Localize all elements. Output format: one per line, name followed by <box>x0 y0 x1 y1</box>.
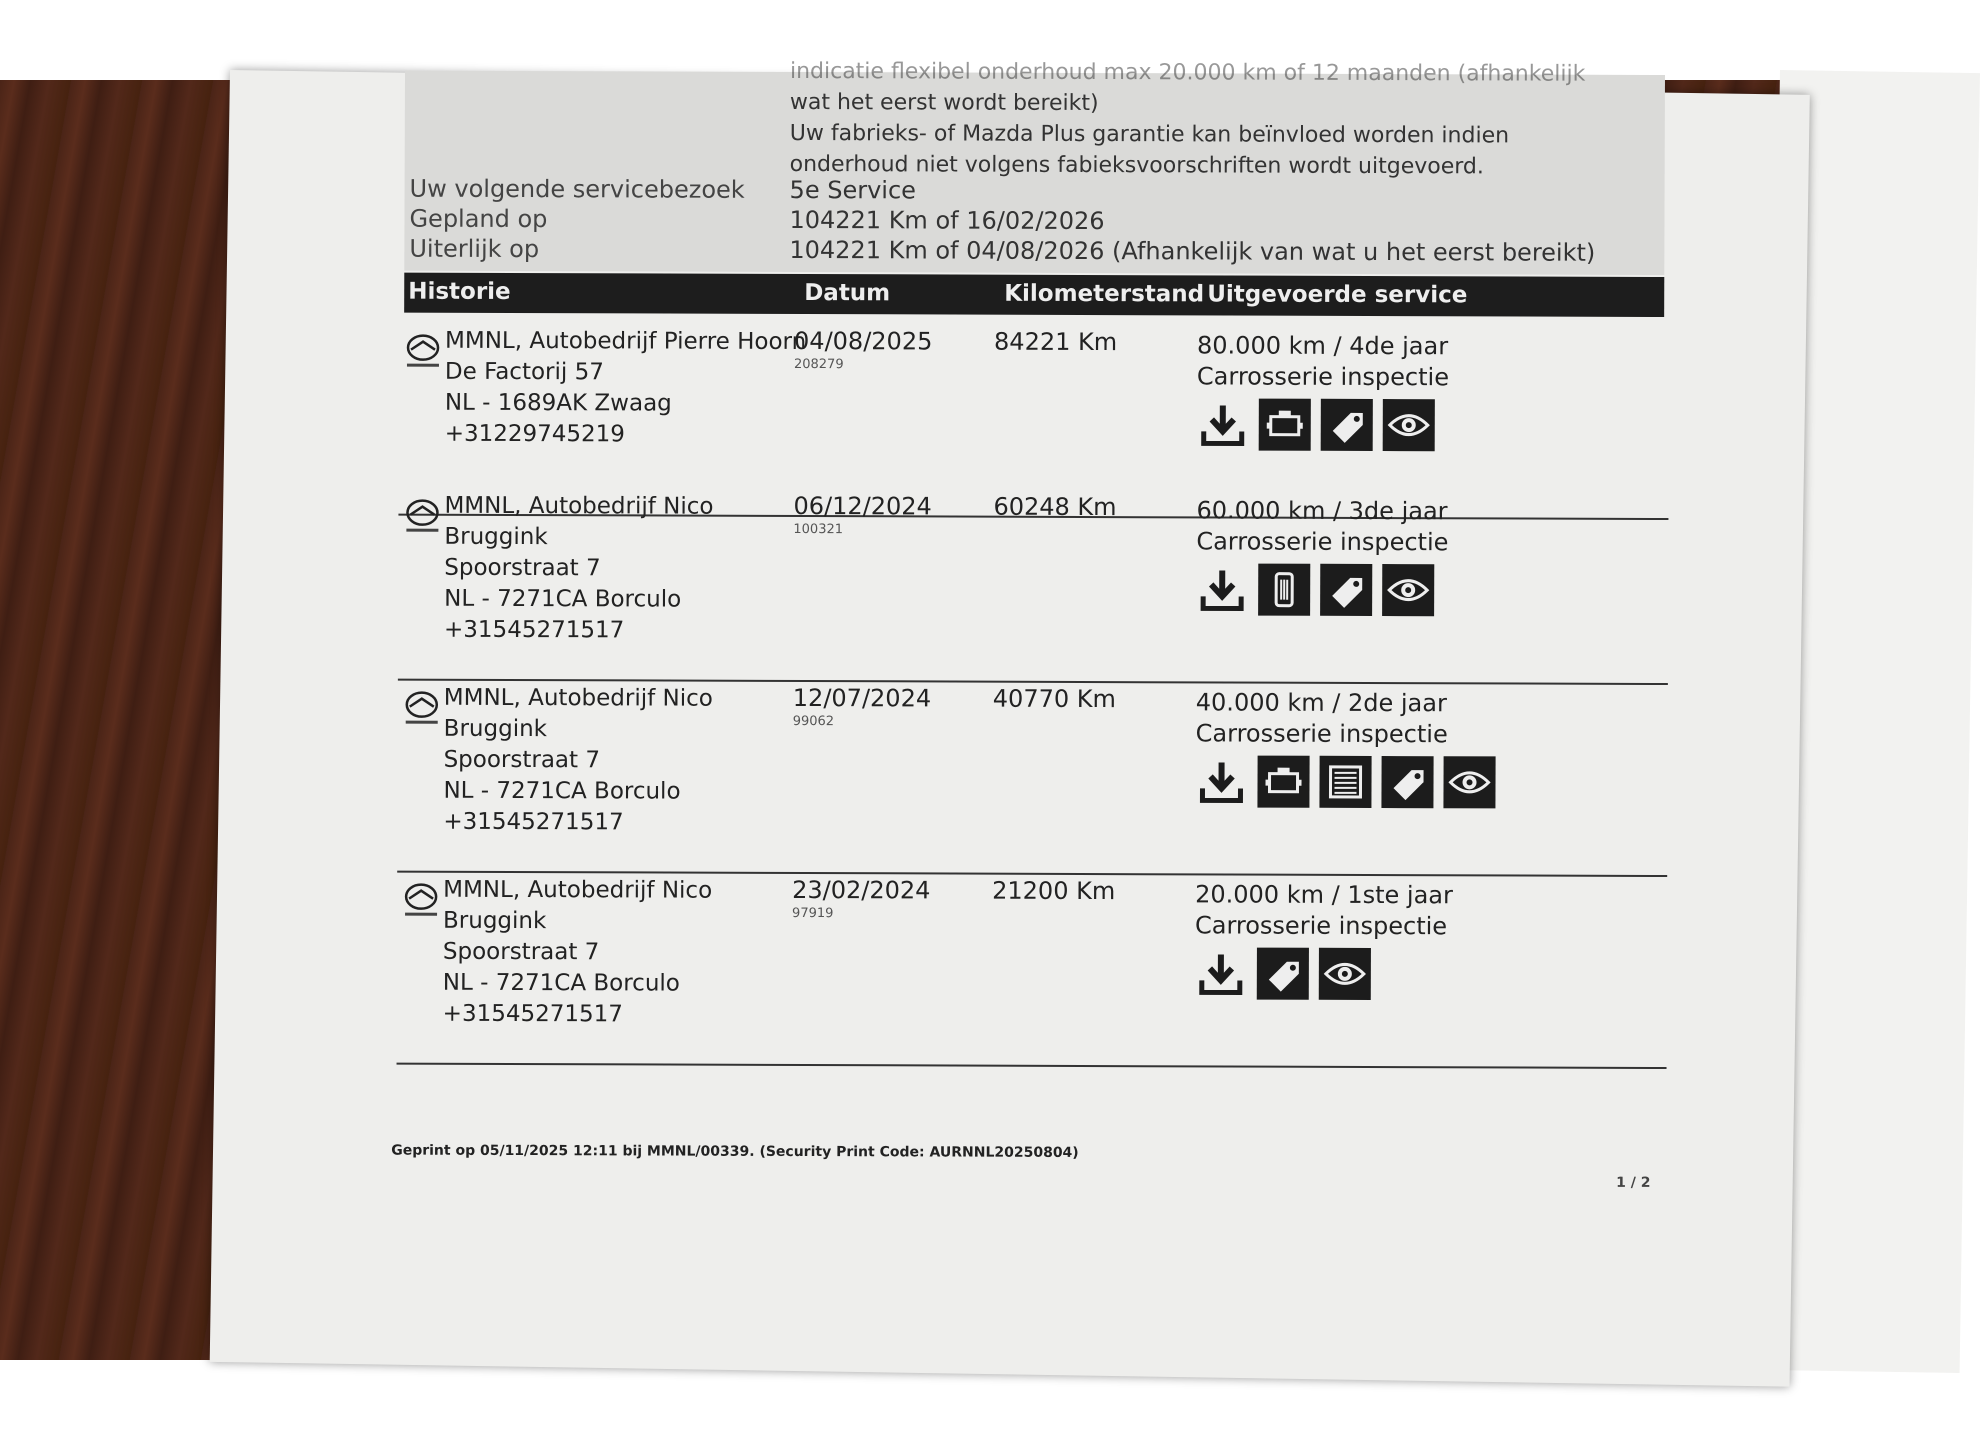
mileage: 21200 Km <box>992 876 1116 906</box>
dealer-address <box>445 326 807 451</box>
tag-icon <box>1320 564 1372 616</box>
dealer-name: MMNL, Autobedrijf Pierre Hoorn <box>445 327 807 356</box>
dealer-name-cont: Bruggink <box>444 523 548 551</box>
service-type: 40.000 km / 2de jaar <box>1195 688 1447 718</box>
service-reference: 99062 <box>792 713 835 730</box>
service-type: 80.000 km / 4de jaar <box>1196 331 1449 361</box>
dealer-address <box>443 875 713 1031</box>
table-row <box>398 491 1669 685</box>
service-icons <box>1195 755 1495 808</box>
mazda-logo-icon <box>402 497 442 537</box>
service-extra: Carrosserie inspectie <box>1196 527 1449 557</box>
service-date: 06/12/2024 <box>793 491 932 521</box>
service-reference: 208279 <box>793 356 844 373</box>
header-datum: Datum <box>804 280 891 307</box>
filter-icon <box>1258 564 1310 616</box>
dealer-name-cont: Bruggink <box>443 715 548 743</box>
dealer-phone: +31545271517 <box>442 1000 624 1028</box>
dealer-name: MMNL, Autobedrijf Nico <box>443 684 713 712</box>
notes-line-cut: indicatie flexibel onderhoud max 20.000 km of 12 maanden (afhankelijk <box>789 58 1586 87</box>
row-divider <box>397 1063 1667 1069</box>
dealer-phone: +31545271517 <box>443 808 624 836</box>
mileage: 40770 Km <box>992 684 1116 714</box>
history-table-header <box>404 273 1664 317</box>
tag-icon <box>1321 399 1373 451</box>
planned-value: 104221 Km of 16/02/2026 <box>789 205 1105 236</box>
dealer-phone: +31229745219 <box>444 420 626 448</box>
service-description <box>1196 687 1448 750</box>
table-row <box>397 875 1668 1069</box>
planned-label: Gepland op <box>409 204 548 234</box>
tag-icon <box>1257 948 1309 1000</box>
service-reference: 97919 <box>792 905 834 922</box>
service-extra: Carrosserie inspectie <box>1196 362 1450 392</box>
dealer-city: NL - 7271CA Borculo <box>442 969 680 997</box>
service-icons <box>1195 947 1371 1000</box>
next-service-label: Uw volgende servicebezoek <box>409 174 745 204</box>
mazda-logo-icon <box>403 332 443 372</box>
service-extra: Carrosserie inspectie <box>1195 719 1448 749</box>
notes-line-3: onderhoud niet volgens fabieksvoorschriften wordt uitgevoerd. <box>789 151 1484 180</box>
mileage: 84221 Km <box>994 327 1118 357</box>
download-icon[interactable] <box>1196 563 1248 615</box>
print-footer: Geprint op 05/11/2025 12:11 bij MMNL/00339. (Security Print Code: AURNNL20250804) <box>391 1142 1079 1161</box>
service-description <box>1196 495 1448 558</box>
dealer-phone: +31545271517 <box>444 616 625 644</box>
eye-icon <box>1443 756 1495 808</box>
dealer-street: Spoorstraat 7 <box>444 554 601 582</box>
tag-icon <box>1381 756 1433 808</box>
service-date: 12/07/2024 <box>792 683 932 713</box>
header-uitgevoerde-service: Uitgevoerde service <box>1207 281 1468 309</box>
document-page <box>210 58 1810 1387</box>
dealer-street: Spoorstraat 7 <box>442 938 600 966</box>
service-icons <box>1196 563 1434 616</box>
deadline-label: Uiterlijk op <box>409 234 540 264</box>
eye-icon <box>1319 948 1371 1000</box>
header-historie: Historie <box>408 278 511 305</box>
download-icon[interactable] <box>1195 947 1247 999</box>
dealer-street: De Factorij 57 <box>444 358 604 386</box>
warranty-notes <box>789 58 1650 183</box>
next-service-value: 5e Service <box>789 175 917 205</box>
dealer-address <box>444 491 714 647</box>
mazda-logo-icon <box>401 881 441 921</box>
service-date: 04/08/2025 <box>794 326 933 356</box>
service-description <box>1195 879 1453 942</box>
page-number: 1 / 2 <box>1616 1174 1651 1191</box>
mazda-logo-icon <box>402 689 442 729</box>
service-reference: 100321 <box>793 521 844 538</box>
air-filter-icon <box>1319 756 1371 808</box>
dealer-city: NL - 7271CA Borculo <box>443 777 681 805</box>
service-description <box>1197 330 1449 393</box>
eye-icon <box>1383 399 1435 451</box>
dealer-city: NL - 1689AK Zwaag <box>444 389 672 417</box>
table-row <box>397 683 1668 877</box>
engine-icon <box>1259 399 1311 451</box>
document-content <box>225 58 1810 1368</box>
notes-line-1: wat het eerst wordt bereikt) <box>789 89 1099 117</box>
dealer-street: Spoorstraat 7 <box>443 746 601 774</box>
service-icons <box>1197 398 1435 451</box>
dealer-address <box>443 683 713 839</box>
service-extra: Carrosserie inspectie <box>1194 911 1448 941</box>
mileage: 60248 Km <box>993 492 1117 522</box>
eye-icon <box>1382 564 1434 616</box>
service-date: 23/02/2024 <box>792 875 931 905</box>
download-icon[interactable] <box>1197 398 1249 450</box>
service-type: 20.000 km / 1ste jaar <box>1195 880 1453 910</box>
service-type: 60.000 km / 3de jaar <box>1196 496 1448 526</box>
download-icon[interactable] <box>1195 755 1247 807</box>
dealer-name: MMNL, Autobedrijf Nico <box>444 492 714 520</box>
dealer-name: MMNL, Autobedrijf Nico <box>443 876 713 904</box>
header-kilometerstand: Kilometerstand <box>1004 280 1205 308</box>
engine-icon <box>1257 756 1309 808</box>
dealer-city: NL - 7271CA Borculo <box>444 585 682 613</box>
notes-line-2: Uw fabrieks- of Mazda Plus garantie kan beïnvloed worden indien <box>789 120 1510 149</box>
photo-background <box>0 58 1920 1360</box>
dealer-name-cont: Bruggink <box>442 907 547 935</box>
deadline-value: 104221 Km of 04/08/2026 (Afhankelijk van wat u het eerst bereikt) <box>789 235 1596 267</box>
